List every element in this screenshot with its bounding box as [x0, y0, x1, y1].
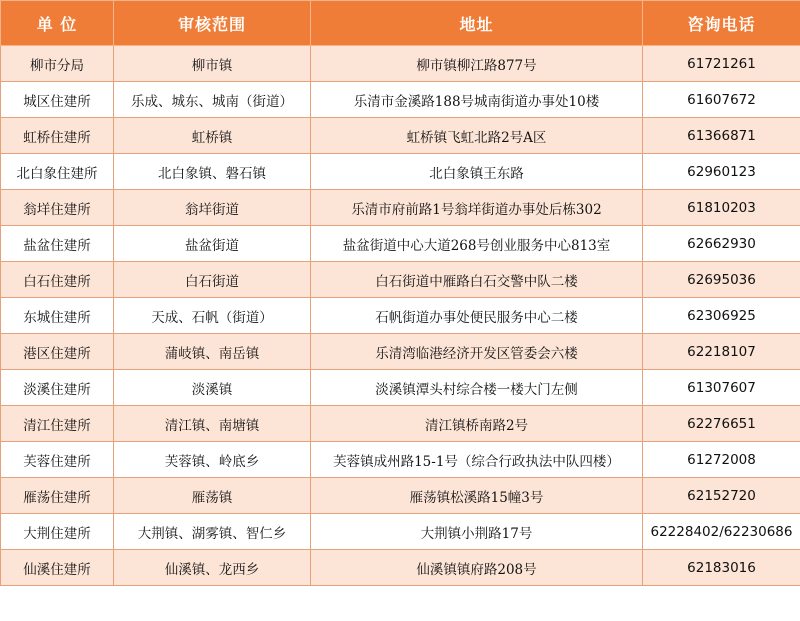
header-phone: 咨询电话 [643, 1, 800, 46]
cell-unit: 芙蓉住建所 [1, 442, 114, 478]
cell-scope: 白石街道 [114, 262, 311, 298]
cell-unit: 港区住建所 [1, 334, 114, 370]
cell-phone: 62183016 [643, 550, 800, 586]
cell-scope: 虹桥镇 [114, 118, 311, 154]
cell-address: 北白象镇王东路 [311, 154, 643, 190]
cell-unit: 盐盆住建所 [1, 226, 114, 262]
table-header-row [1, 1, 800, 46]
table-row [1, 334, 800, 370]
cell-scope: 柳市镇 [114, 46, 311, 82]
cell-phone: 62228402/62230686 [643, 514, 800, 550]
cell-unit: 柳市分局 [1, 46, 114, 82]
header-unit: 单 位 [1, 1, 114, 46]
cell-scope: 清江镇、南塘镇 [114, 406, 311, 442]
cell-phone: 62152720 [643, 478, 800, 514]
cell-unit: 翁垟住建所 [1, 190, 114, 226]
cell-phone: 62695036 [643, 262, 800, 298]
cell-address: 大荆镇小荆路17号 [311, 514, 643, 550]
cell-address: 乐清市府前路1号翁垟街道办事处后栋302 [311, 190, 643, 226]
cell-unit: 清江住建所 [1, 406, 114, 442]
cell-unit: 淡溪住建所 [1, 370, 114, 406]
cell-address: 雁荡镇松溪路15幢3号 [311, 478, 643, 514]
table-row [1, 478, 800, 514]
header-scope: 审核范围 [114, 1, 311, 46]
cell-phone: 61810203 [643, 190, 800, 226]
cell-scope: 天成、石帆（街道） [114, 298, 311, 334]
cell-phone: 62960123 [643, 154, 800, 190]
cell-phone: 62218107 [643, 334, 800, 370]
cell-unit: 大荆住建所 [1, 514, 114, 550]
cell-address: 虹桥镇飞虹北路2号A区 [311, 118, 643, 154]
cell-scope: 大荆镇、湖雾镇、智仁乡 [114, 514, 311, 550]
cell-address: 清江镇桥南路2号 [311, 406, 643, 442]
cell-unit: 虹桥住建所 [1, 118, 114, 154]
cell-address: 淡溪镇潭头村综合楼一楼大门左侧 [311, 370, 643, 406]
cell-address: 芙蓉镇成州路15-1号（综合行政执法中队四楼） [311, 442, 643, 478]
cell-address: 乐清市金溪路188号城南街道办事处10楼 [311, 82, 643, 118]
cell-scope: 盐盆街道 [114, 226, 311, 262]
cell-phone: 61607672 [643, 82, 800, 118]
cell-scope: 蒲岐镇、南岳镇 [114, 334, 311, 370]
table-row [1, 298, 800, 334]
table-row [1, 370, 800, 406]
cell-unit: 东城住建所 [1, 298, 114, 334]
table-row [1, 46, 800, 82]
header-address: 地址 [311, 1, 643, 46]
cell-scope: 翁垟街道 [114, 190, 311, 226]
cell-address: 乐清湾临港经济开发区管委会六楼 [311, 334, 643, 370]
table-row [1, 82, 800, 118]
table-row [1, 118, 800, 154]
cell-scope: 芙蓉镇、岭底乡 [114, 442, 311, 478]
cell-scope: 淡溪镇 [114, 370, 311, 406]
cell-phone: 62276651 [643, 406, 800, 442]
cell-address: 石帆街道办事处便民服务中心二楼 [311, 298, 643, 334]
table-row [1, 514, 800, 550]
table-body [1, 46, 800, 586]
table-row [1, 442, 800, 478]
cell-scope: 雁荡镇 [114, 478, 311, 514]
cell-scope: 北白象镇、磐石镇 [114, 154, 311, 190]
cell-unit: 北白象住建所 [1, 154, 114, 190]
cell-address: 仙溪镇镇府路208号 [311, 550, 643, 586]
cell-phone: 61307607 [643, 370, 800, 406]
cell-phone: 61366871 [643, 118, 800, 154]
cell-address: 盐盆街道中心大道268号创业服务中心813室 [311, 226, 643, 262]
table-row [1, 550, 800, 586]
cell-scope: 仙溪镇、龙西乡 [114, 550, 311, 586]
cell-unit: 城区住建所 [1, 82, 114, 118]
cell-phone: 62306925 [643, 298, 800, 334]
table-row [1, 226, 800, 262]
table-row [1, 262, 800, 298]
cell-scope: 乐成、城东、城南（街道） [114, 82, 311, 118]
cell-address: 白石街道中雁路白石交警中队二楼 [311, 262, 643, 298]
table-row [1, 190, 800, 226]
table-row [1, 406, 800, 442]
cell-unit: 雁荡住建所 [1, 478, 114, 514]
cell-unit: 白石住建所 [1, 262, 114, 298]
cell-phone: 62662930 [643, 226, 800, 262]
cell-phone: 61272008 [643, 442, 800, 478]
table-row [1, 154, 800, 190]
cell-unit: 仙溪住建所 [1, 550, 114, 586]
cell-phone: 61721261 [643, 46, 800, 82]
cell-address: 柳市镇柳江路877号 [311, 46, 643, 82]
